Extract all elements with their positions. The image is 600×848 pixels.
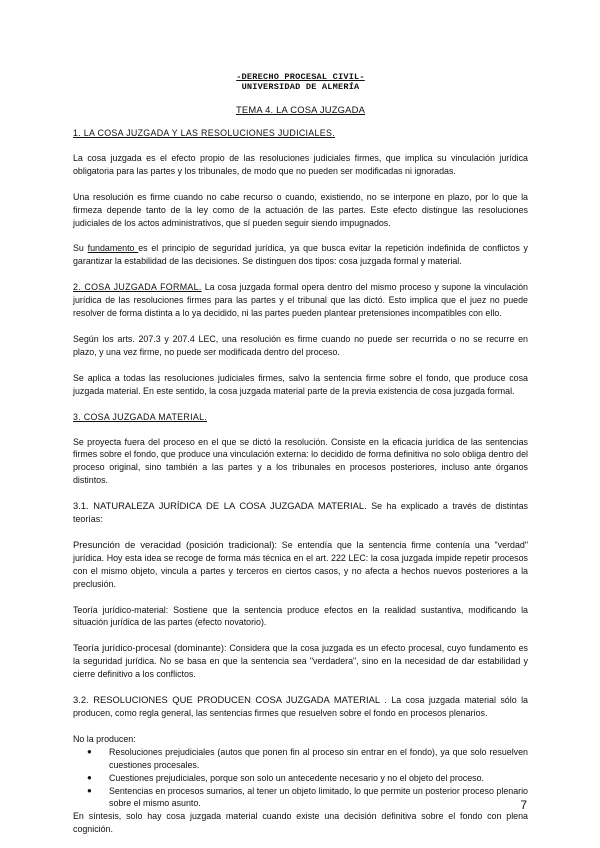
theory-paragraph	[73, 539, 528, 591]
course-title: -DERECHO PROCESAL CIVIL-	[236, 72, 365, 82]
section-2-paragraph	[73, 281, 528, 320]
bullet-icon: ●	[87, 785, 92, 795]
section-2-heading: 2. COSA JUZGADA FORMAL.	[73, 282, 202, 293]
course-header	[73, 72, 528, 92]
conclusion-paragraph: En síntesis, solo hay cosa juzgada material cuando existe una decisión definitiva sobre el fondo con plena cognición.	[73, 811, 528, 835]
underlined-term: fundamento	[87, 243, 139, 254]
page-number: 7	[520, 798, 527, 812]
list-item	[73, 785, 528, 811]
section-1-heading	[73, 127, 528, 140]
subsection-3-2-heading: 3.2. RESOLUCIONES QUE PRODUCEN COSA JUZGADA MATERIAL .	[73, 694, 387, 706]
text-run: Su	[73, 243, 88, 254]
list-item-text: Cuestiones prejudiciales, porque son solo un antecedente necesario y no el objeto del proceso.	[109, 772, 484, 783]
text-run: : Considera que la cosa juzgada es un efecto procesal, cuyo fundamento es la seguridad jurídica. No se basa en que la sentencia sea "verdadera", sino en la necesidad de dar estabilidad y cierre definitivo a los conflictos.	[73, 643, 528, 680]
text-run: Se ha explicado a través de distintas teorías:	[73, 501, 528, 525]
theory-label: Teoría jurídico-procesal (dominante)	[73, 642, 224, 654]
subsection-3-1-heading: 3.1. NATURALEZA JURÍDICA DE LA COSA JUZGADA MATERIAL.	[73, 500, 367, 512]
bullet-icon: ●	[87, 772, 92, 782]
list-intro: No la producen:	[73, 733, 136, 744]
list-item-text: Resoluciones prejudiciales (autos que ponen fin al proceso sin entrar en el fondo), ya que solo resuelven cuestiones procesales.	[109, 746, 528, 770]
paragraph: Se proyecta fuera del proceso en el que se dictó la resolución. Consiste en la eficacia jurídica de las sentencias firmes sobre el fondo, que produce una vinculación externa: lo decidido de forma definitiva no solo obliga dentro del proceso original, sino también a las partes y a los tribunales en procesos posteriores, incluso ante órganos distintos.	[73, 436, 528, 486]
paragraph: La cosa juzgada es el efecto propio de las resoluciones judiciales firmes, que implica su vinculación jurídica obligatoria para las partes y los tribunales, de modo que no pueden ser modificadas ni ignoradas.	[73, 152, 528, 176]
section-1-heading-text: 1. LA COSA JUZGADA Y LAS RESOLUCIONES JUDICIALES.	[73, 128, 335, 138]
bullet-icon: ●	[87, 746, 92, 756]
text-run: La cosa juzgada formal opera dentro del mismo proceso y supone la vinculación jurídica de las resoluciones firmes para las partes y el tribunal que las dictó. Esto implica que el juez no puede resolver de forma distinta a lo ya decidido, ni las partes pueden plantear pretensiones incompatibles con ello.	[73, 282, 528, 319]
subsection-3-1	[73, 500, 528, 526]
list-item-text: Sentencias en procesos sumarios, al tener un objeto limitado, lo que permite un posterior proceso plenario sobre el mismo asunto.	[109, 785, 528, 809]
paragraph: Se aplica a todas las resoluciones judiciales firmes, salvo la sentencia firme sobre el fondo, que produce cosa juzgada material. En este sentido, la cosa juzgada material parte de la previa existencia de cosa juzgada formal.	[73, 372, 528, 396]
text-run: : Se entendía que la sentencia firme contenía una "verdad" jurídica. Hoy esta idea se recoge de forma más técnica en el art. 222 LEC: la cosa juzgada impide repetir procesos con el mismo objeto, vincula a partes y terceros en ciertos casos, y no afecta a hechos nuevos posteriores a la preclusión.	[73, 539, 528, 589]
text-run: La cosa juzgada material sólo la producen, como regla general, las sentencias firmes que resuelven sobre el fondo en procesos plenarios.	[73, 695, 528, 718]
list-item	[73, 746, 528, 772]
university-name: UNIVERSIDAD DE ALMERÍA	[241, 82, 360, 92]
paragraph: Una resolución es firme cuando no cabe recurso o cuando, existiendo, no se interpone en plazo, por lo que la firmeza depende tanto de la ley como de la actuación de las partes. Este efecto distingue las resoluciones judiciales de los actos administrativos, que sí pueden seguir siendo impugnados.	[73, 191, 528, 228]
theory-paragraph: Teoría jurídico-material: Sostiene que la sentencia produce efectos en la realidad sustantiva, modificando la situación jurídica de las partes (efecto novatorio).	[73, 604, 528, 628]
paragraph: Según los arts. 207.3 y 207.4 LEC, una resolución es firme cuando no puede ser recurrida o no se recurre en plazo, y una vez firme, no puede ser modificada dentro del proceso.	[73, 333, 528, 357]
subsection-3-2	[73, 694, 528, 720]
text-run: es el principio de seguridad jurídica, ya que busca evitar la repetición indefinida de conflictos y garantizar la estabilidad de las decisiones. Se distinguen dos tipos: cosa juzgada formal y material.	[73, 243, 528, 267]
theory-paragraph	[73, 642, 528, 681]
list-item	[73, 772, 528, 785]
topic-title: TEMA 4. LA COSA JUZGADA	[235, 104, 366, 115]
theory-label: Presunción de veracidad (posición tradicional)	[73, 538, 275, 550]
section-3-heading	[73, 411, 528, 424]
paragraph	[73, 242, 528, 268]
section-3-heading-text: 3. COSA JUZGADA MATERIAL.	[73, 411, 208, 422]
bullet-list	[73, 746, 528, 811]
